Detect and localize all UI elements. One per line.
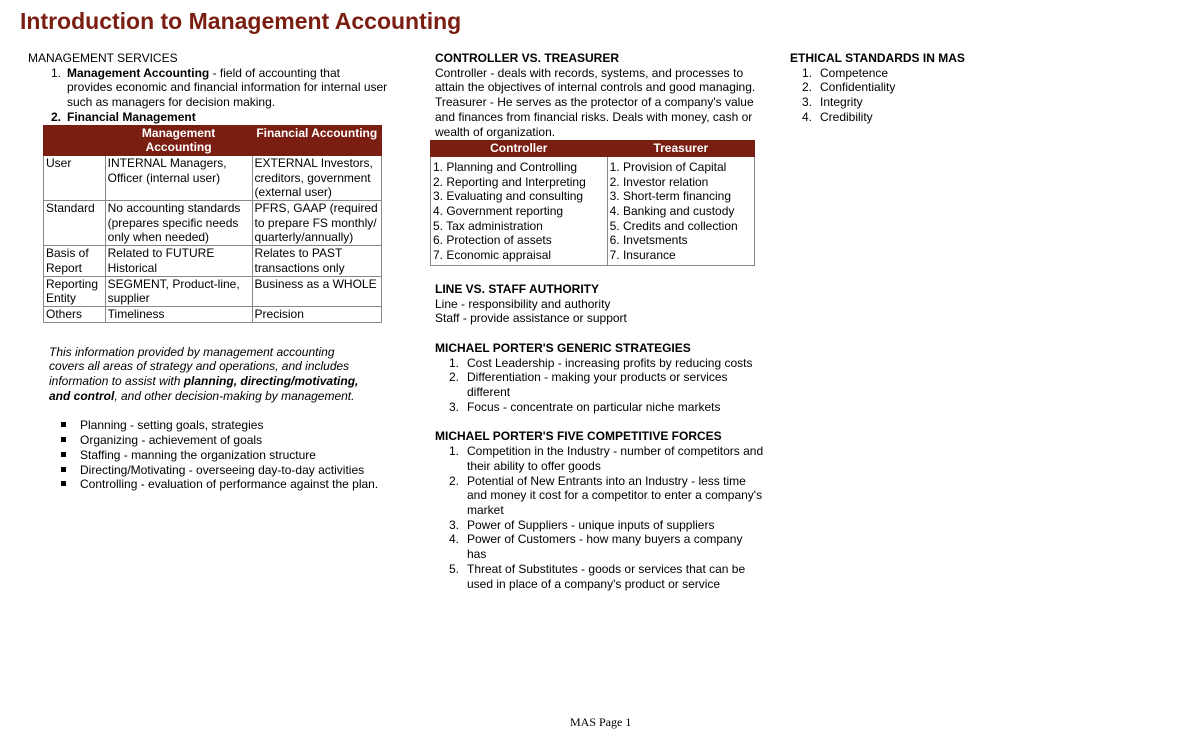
five-forces-list	[435, 444, 765, 591]
treasurer-duties-cell: 1. Provision of Capital 2. Investor relation 3. Short-term financing 4. Banking and custody 5. Credits and collection 6. Invetsments 7. Insurance	[607, 156, 754, 265]
table-row	[44, 201, 382, 246]
list-item: 3. Integrity	[801, 95, 863, 110]
table-header-row	[431, 141, 755, 157]
table-header: Treasurer	[607, 141, 754, 157]
treasurer-definition: Treasurer - He serves as the protector of a company's value and finances from financial risks. Deals with money, cash or wealth of organization.	[435, 95, 754, 139]
five-forces-heading: MICHAEL PORTER'S FIVE COMPETITIVE FORCES	[435, 429, 722, 444]
bullet-icon	[61, 467, 66, 472]
ethical-standards-heading: ETHICAL STANDARDS IN MAS	[790, 51, 965, 65]
page-footer: MAS Page 1	[570, 715, 632, 729]
list-item: 1. Competition in the Industry - number of competitors and their ability to offer goods	[448, 444, 764, 473]
table-header: Financial Accounting	[252, 125, 381, 155]
table-cell: INTERNAL Managers, Officer (internal user)	[105, 155, 252, 200]
list-item: Staffing - manning the organization structure	[28, 448, 388, 463]
list-item: 3. Power of Suppliers - unique inputs of suppliers	[448, 517, 715, 532]
financial-management-term: Financial Management	[67, 109, 196, 124]
table-header	[44, 125, 106, 155]
management-services-list	[28, 66, 388, 125]
list-item: 3. Focus - concentrate on particular niche markets	[448, 399, 721, 414]
controller-definition: Controller - deals with records, systems, and processes to attain the objectives of internal controls and good managing.	[435, 65, 756, 95]
table-cell: PFRS, GAAP (required to prepare FS monthly/quarterly/annually)	[252, 201, 381, 246]
comparison-table	[43, 125, 382, 323]
bullet-icon	[61, 422, 66, 427]
list-item: Controlling - evaluation of performance against the plan.	[28, 477, 388, 492]
table-cell: Business as a WHOLE	[252, 276, 381, 306]
bullet-icon	[61, 452, 66, 457]
management-accounting-note: This information provided by management accounting covers all areas of strategy and operations, and includes information to assist with planning, directing/motivating, and control, and other decision-making by management.	[49, 344, 359, 403]
list-item: Planning - setting goals, strategies	[28, 418, 388, 433]
table-cell: Related to FUTURE Historical	[105, 246, 252, 276]
table-header: Management Accounting	[105, 125, 252, 155]
bullet-icon	[61, 437, 66, 442]
controller-treasurer-heading: CONTROLLER VS. TREASURER	[435, 51, 620, 65]
table-row	[44, 276, 382, 306]
controller-treasurer-section	[435, 51, 765, 591]
management-services-heading: MANAGEMENT SERVICES	[28, 51, 178, 65]
management-services-section	[28, 51, 388, 492]
controller-treasurer-table	[430, 140, 755, 266]
list-item: 2. Differentiation - making your products or services different	[448, 370, 728, 400]
ethical-standards-section	[790, 51, 1050, 125]
table-header: Controller	[431, 141, 608, 157]
table-cell: User	[44, 155, 106, 200]
list-item: 2. Potential of New Entrants into an Industry - less time and money it cost for a competitor to enter a company's market	[448, 473, 763, 517]
management-accounting-term: Management Accounting	[67, 65, 210, 80]
list-item: Directing/Motivating - overseeing day-to-day activities	[28, 463, 388, 478]
line-definition: Line - responsibility and authority	[435, 296, 611, 311]
table-row	[44, 306, 382, 322]
management-accounting-definition: - field of accounting that provides economic and financial information for internal user such as managers for decision making.	[67, 65, 388, 110]
table-cell: Relates to PAST transactions only	[252, 246, 381, 276]
line-staff-heading: LINE VS. STAFF AUTHORITY	[435, 281, 599, 296]
table-cell: Standard	[44, 201, 106, 246]
table-cell: Precision	[252, 306, 381, 322]
page-title: Introduction to Management Accounting	[20, 8, 462, 34]
list-item: 5. Threat of Substitutes - goods or services that can be used in place of a company's product or service	[448, 561, 746, 591]
list-item: 1. Competence	[801, 65, 889, 80]
bullet-icon	[61, 481, 66, 486]
list-item: Organizing - achievement of goals	[28, 433, 388, 448]
staff-definition: Staff - provide assistance or support	[435, 311, 627, 326]
list-item: 4. Power of Customers - how many buyers a company has	[448, 532, 743, 562]
table-cell: No accounting standards (prepares specific needs only when needed)	[105, 201, 252, 246]
table-row	[431, 156, 755, 265]
ethical-standards-list	[790, 66, 1050, 125]
list-item: 2. Confidentiality	[801, 80, 896, 95]
list-item: 2. Financial Management	[50, 109, 196, 124]
list-item: 1. Cost Leadership - increasing profits by reducing costs	[448, 355, 753, 370]
management-functions-list	[28, 418, 388, 492]
table-cell: Others	[44, 306, 106, 322]
table-cell: Basis of Report	[44, 246, 106, 276]
table-row	[44, 246, 382, 276]
controller-duties-cell: 1. Planning and Controlling 2. Reporting and Interpreting 3. Evaluating and consulting 4. Government reporting 5. Tax administration 6. Protection of assets 7. Economic appraisal	[431, 156, 608, 265]
table-cell: Timeliness	[105, 306, 252, 322]
list-item: 1. Management Accounting - field of accounting that provides economic and financial information for internal user such as managers for decision making.	[50, 65, 388, 110]
list-item: 4. Credibility	[801, 109, 873, 124]
table-cell: Reporting Entity	[44, 276, 106, 306]
table-header-row	[44, 125, 382, 155]
generic-strategies-heading: MICHAEL PORTER'S GENERIC STRATEGIES	[435, 340, 691, 355]
table-cell: SEGMENT, Product-line, supplier	[105, 276, 252, 306]
table-cell: EXTERNAL Investors, creditors, government (external user)	[252, 155, 381, 200]
table-row	[44, 155, 382, 200]
generic-strategies-list	[435, 356, 765, 415]
